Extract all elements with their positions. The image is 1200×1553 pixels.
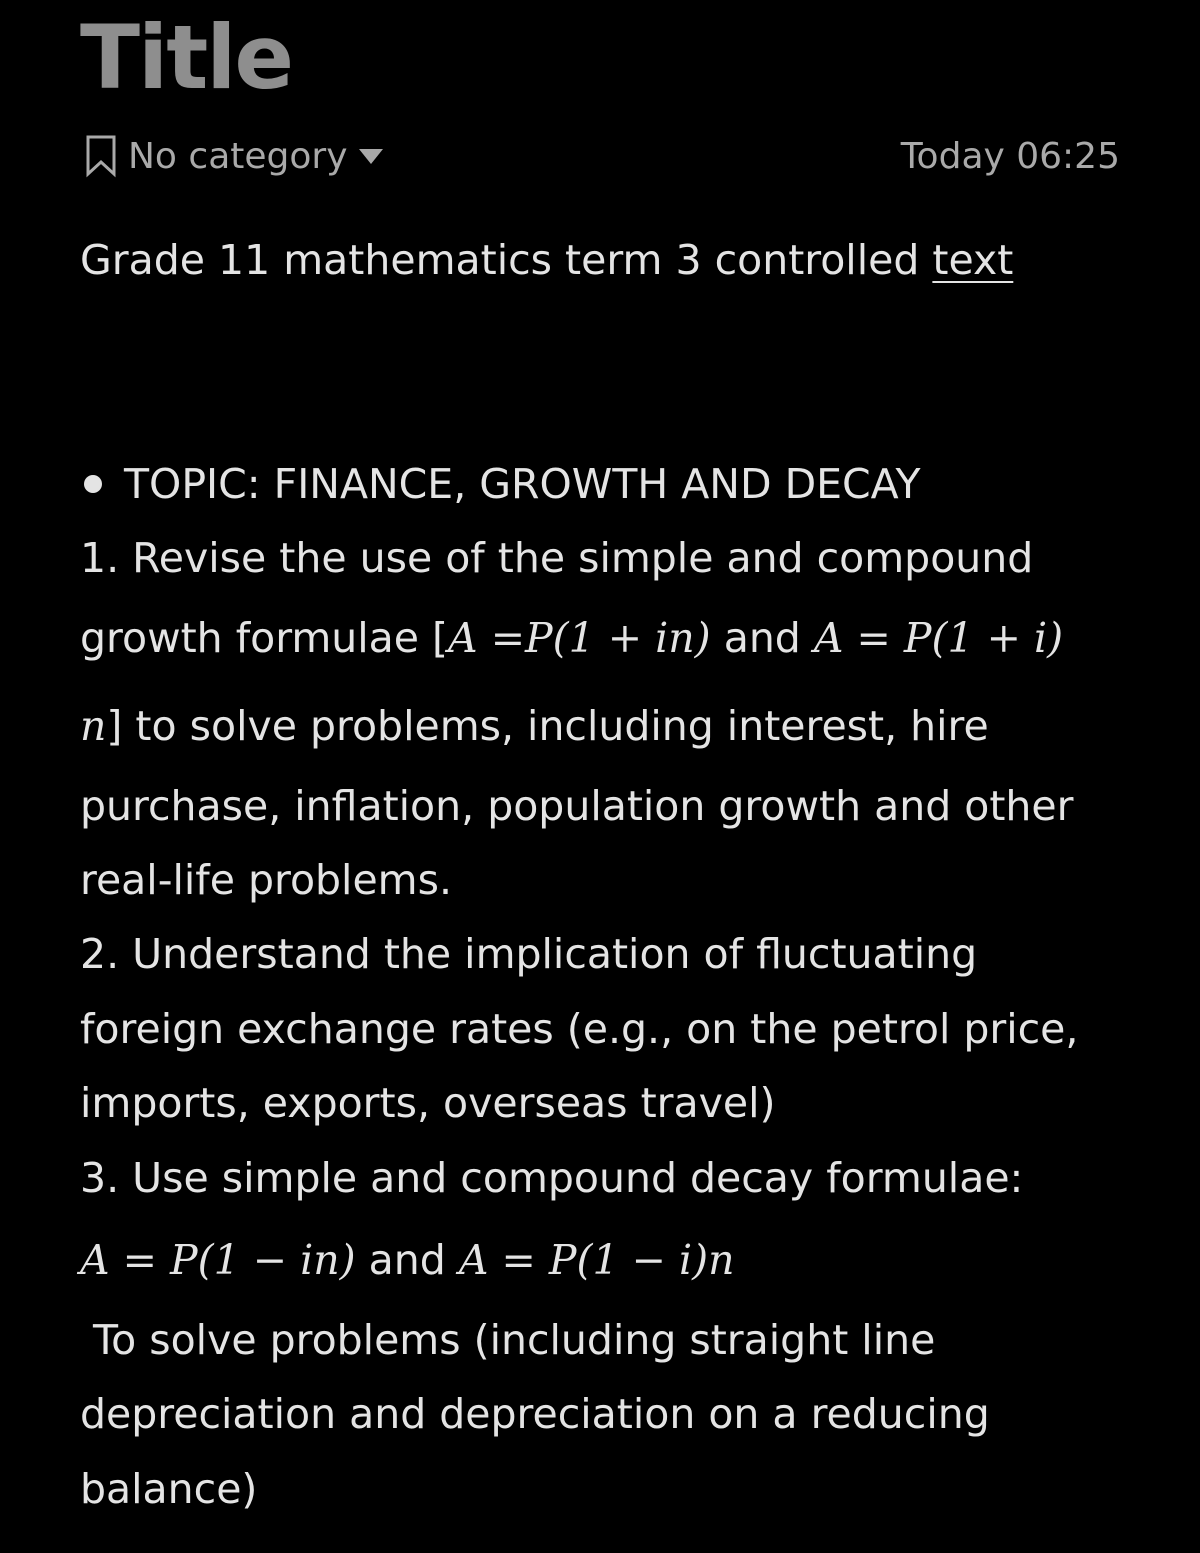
item2-line3: imports, exports, overseas travel) xyxy=(80,1079,776,1127)
item1-line2-text: growth formulae [ xyxy=(80,614,449,662)
compound-decay-formula: A = P(1 − i)n xyxy=(458,1236,735,1284)
item3-line1: 3. Use simple and compound decay formulae: xyxy=(80,1154,1024,1202)
item2-line2: foreign exchange rates (e.g., on the petrol price, xyxy=(80,1005,1079,1053)
category-label: No category xyxy=(128,135,348,177)
item1-line4: purchase, inflation, population growth and other xyxy=(80,782,1074,830)
compound-growth-formula: A = P(1 + i) xyxy=(813,614,1064,662)
note-timestamp: Today 06:25 xyxy=(900,135,1120,177)
chevron-down-icon xyxy=(358,146,384,166)
topic-line xyxy=(80,460,921,508)
bullet-icon xyxy=(84,475,102,493)
note-heading-line xyxy=(80,236,1013,284)
note-meta-row xyxy=(84,132,1120,180)
note-title[interactable]: Title xyxy=(80,6,293,109)
item1-line1: 1. Revise the use of the simple and compound xyxy=(80,534,1034,582)
item1-line3-text: ] to solve problems, including interest, hire xyxy=(106,702,989,750)
heading-text: Grade 11 mathematics term 3 controlled xyxy=(80,236,933,284)
category-selector[interactable] xyxy=(84,134,384,178)
simple-growth-formula: A =P(1 + in) xyxy=(448,614,711,662)
heading-link[interactable]: text xyxy=(932,236,1014,284)
item3-line4: depreciation and depreciation on a reducing xyxy=(80,1390,990,1438)
item3-formula-line xyxy=(80,1236,734,1284)
item3-line5: balance) xyxy=(80,1465,258,1513)
item1-and: and xyxy=(710,614,814,662)
item3-and: and xyxy=(355,1236,459,1284)
item1-line2 xyxy=(80,614,1063,662)
item3-line3: To solve problems (including straight line xyxy=(80,1316,936,1364)
topic-heading: TOPIC: FINANCE, GROWTH AND DECAY xyxy=(124,460,921,508)
bookmark-icon xyxy=(84,134,118,178)
item2-line1: 2. Understand the implication of fluctuating xyxy=(80,930,978,978)
simple-decay-formula: A = P(1 − in) xyxy=(80,1236,356,1284)
exponent-n: n xyxy=(80,702,107,750)
item1-line5: real-life problems. xyxy=(80,856,453,904)
item1-line3 xyxy=(80,702,989,750)
